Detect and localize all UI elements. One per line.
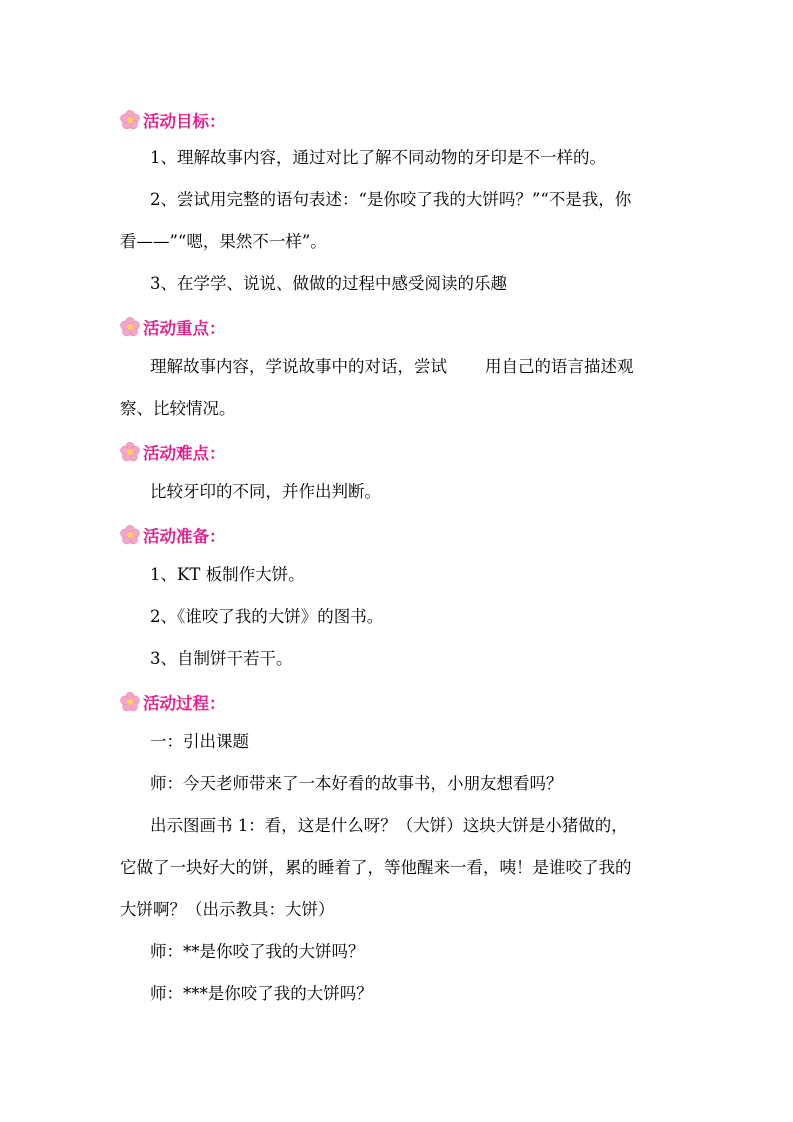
process-line: 出示图画书 1：看，这是什么呀？（大饼）这块大饼是小猪做的， (150, 816, 628, 835)
key-points-line-continued: 察、比较情况。 (120, 399, 236, 418)
flower-icon (120, 525, 140, 545)
process-line: 师：今天老师带来了一本好看的故事书，小朋友想看吗？ (150, 774, 563, 793)
process-line-continued: 它做了一块好大的饼，累的睡着了，等他醒来一看，咦！是谁咬了我的 (120, 858, 632, 877)
key-points-line (150, 355, 680, 379)
heading-text: 活动过程： (143, 694, 226, 713)
difficulties-text: 比较牙印的不同，并作出判断。 (150, 482, 381, 501)
section-heading-process (120, 689, 226, 715)
heading-text: 活动难点： (143, 444, 226, 463)
process-line-continued: 大饼啊？（出示教具：大饼） (120, 900, 335, 919)
flower-icon (120, 317, 140, 337)
preparation-item: 2、《谁咬了我的大饼》的图书。 (150, 607, 384, 626)
flower-icon (120, 692, 140, 712)
flower-icon (120, 110, 140, 130)
process-line: 一：引出课题 (150, 732, 249, 751)
section-heading-preparation (120, 522, 226, 548)
heading-text: 活动准备： (143, 527, 226, 546)
goal-item: 2、尝试用完整的语句表述：“是你咬了我的大饼吗？”“不是我，你 (150, 190, 632, 209)
flower-icon (120, 442, 140, 462)
key-points-text-a: 理解故事内容，学说故事中的对话，尝试 (150, 357, 447, 376)
goal-item-continued: 看——”“嗯，果然不一样”。 (120, 232, 327, 251)
section-heading-difficulties (120, 439, 226, 465)
preparation-item: 1、KT 板制作大饼。 (150, 565, 305, 584)
preparation-item: 3、自制饼干若干。 (150, 649, 293, 668)
section-heading-goals (120, 107, 226, 133)
goal-item: 1、理解故事内容，通过对比了解不同动物的牙印是不一样的。 (150, 148, 606, 167)
goal-item: 3、在学学、说说、做做的过程中感受阅读的乐趣 (150, 274, 507, 293)
heading-text: 活动目标： (143, 112, 226, 131)
process-line: 师：***是你咬了我的大饼吗？ (150, 984, 373, 1003)
heading-text: 活动重点： (143, 319, 226, 338)
section-heading-key-points (120, 314, 226, 340)
process-line: 师：**是你咬了我的大饼吗？ (150, 942, 365, 961)
key-points-text-b: 用自己的语言描述观 (485, 357, 634, 376)
